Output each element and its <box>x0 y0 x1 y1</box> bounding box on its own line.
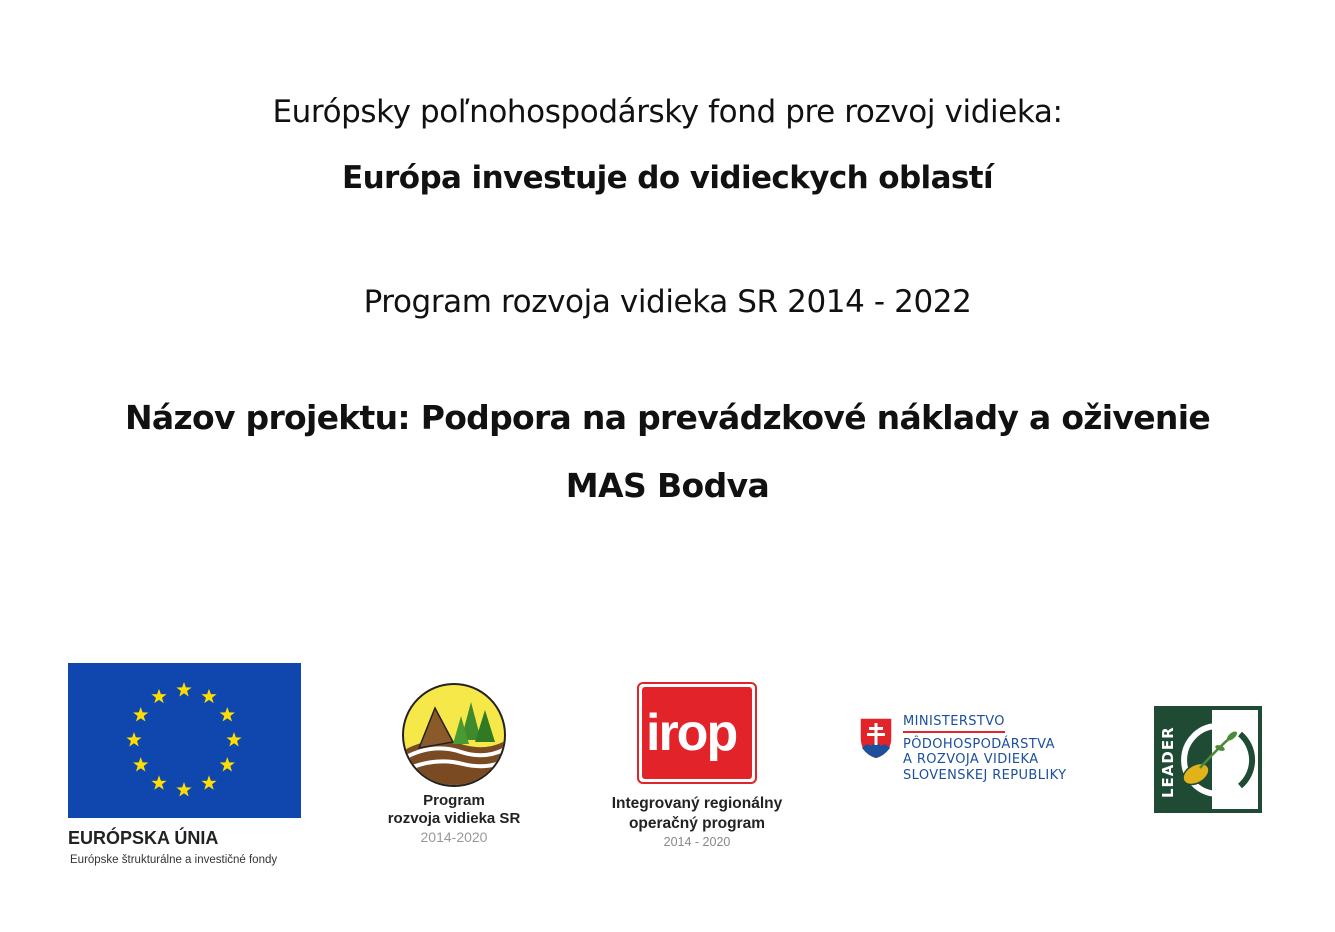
eu-title: EURÓPSKA ÚNIA <box>68 828 219 848</box>
irop-years: 2014 - 2020 <box>663 835 731 849</box>
ministry-line3: A ROZVOJA VIDIEKA <box>903 752 1039 767</box>
eu-subtitle: Európske štrukturálne a investičné fondy <box>70 854 278 866</box>
leader-logo-icon <box>1154 706 1262 813</box>
prv-logo <box>372 682 536 846</box>
ministry-line1: MINISTERSTVO <box>903 714 1005 733</box>
slovak-coat-of-arms-icon <box>858 716 894 760</box>
ministry-line2: PÔDOHOSPODÁRSTVA <box>903 736 1055 752</box>
prv-line2: rozvoja vidieka SR <box>387 810 521 827</box>
prv-years: 2014-2020 <box>420 829 488 845</box>
leader-wordmark: LEADER <box>1159 726 1177 798</box>
project-name-continued: MAS Bodva <box>565 466 770 505</box>
program-title: Program rozvoja vidieka SR 2014 - 2022 <box>363 284 972 320</box>
irop-wordmark: irop <box>646 704 737 762</box>
project-name: Názov projektu: Podpora na prevádzkové náklady a oživenie <box>124 398 1211 437</box>
irop-emblem-icon <box>637 682 757 784</box>
irop-line1: Integrovaný regionálny <box>611 795 783 812</box>
ministry-line4: SLOVENSKEJ REPUBLIKY <box>903 767 1067 783</box>
fund-slogan: Európa investuje do vidieckych oblastí <box>342 160 993 196</box>
prv-emblem-icon <box>401 682 507 788</box>
fund-heading: Európsky poľnohospodársky fond pre rozvoj vidieka: <box>272 94 1063 130</box>
eu-flag-icon <box>68 663 301 818</box>
prv-line1: Program <box>423 792 485 809</box>
irop-line2: operačný program <box>628 815 766 832</box>
irop-logo <box>592 682 802 850</box>
eu-logo <box>68 663 308 866</box>
